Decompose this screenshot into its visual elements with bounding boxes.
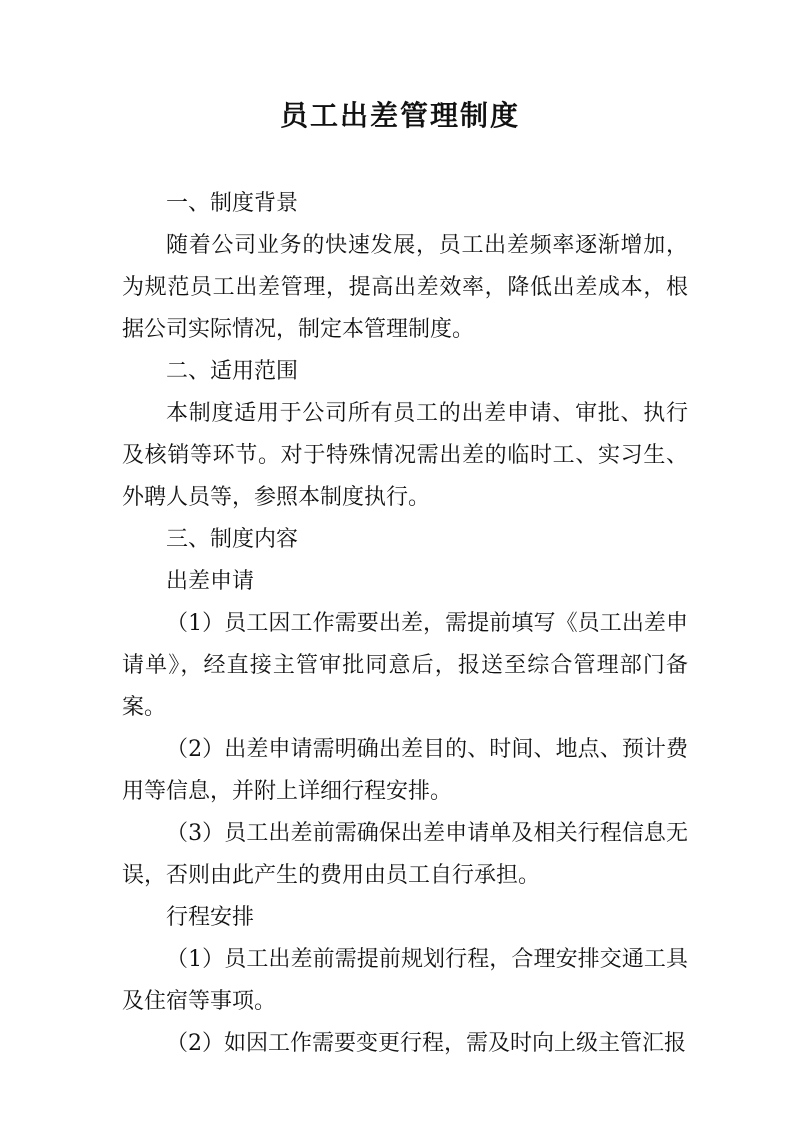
section-heading-background: 一、制度背景 (166, 191, 299, 216)
document-title: 员工出差管理制度 (279, 99, 520, 132)
background-paragraph: 随着公司业务的快速发展，员工出差频率逐渐增加，为规范员工出差管理，提高出差效率，降低出差成本，根据公司实际情况，制定本管理制度。 (122, 233, 688, 342)
application-item: （3）员工出差前需确保出差申请单及相关行程信息无误，否则由此产生的费用由员工自行承担。 (122, 821, 688, 888)
scope-paragraph: 本制度适用于公司所有员工的出差申请、审批、执行及核销等环节。对于特殊情况需出差的临时工、实习生、外聘人员等，参照本制度执行。 (122, 401, 688, 510)
subsection-heading-application: 出差申请 (166, 569, 255, 594)
application-item: （1）员工因工作需要出差，需提前填写《员工出差申请单》，经直接主管审批同意后，报送至综合管理部门备案。 (122, 611, 688, 720)
itinerary-item: （2）如因工作需要变更行程，需及时向上级主管汇报 (166, 1031, 686, 1056)
section-heading-scope: 二、适用范围 (166, 359, 299, 384)
application-item: （2）出差申请需明确出差目的、时间、地点、预计费用等信息，并附上详细行程安排。 (122, 737, 688, 804)
section-heading-content: 三、制度内容 (166, 527, 299, 552)
subsection-heading-itinerary: 行程安排 (166, 905, 255, 930)
document-body (122, 183, 688, 1065)
itinerary-item: （1）员工出差前需提前规划行程，合理安排交通工具及住宿等事项。 (122, 947, 688, 1014)
